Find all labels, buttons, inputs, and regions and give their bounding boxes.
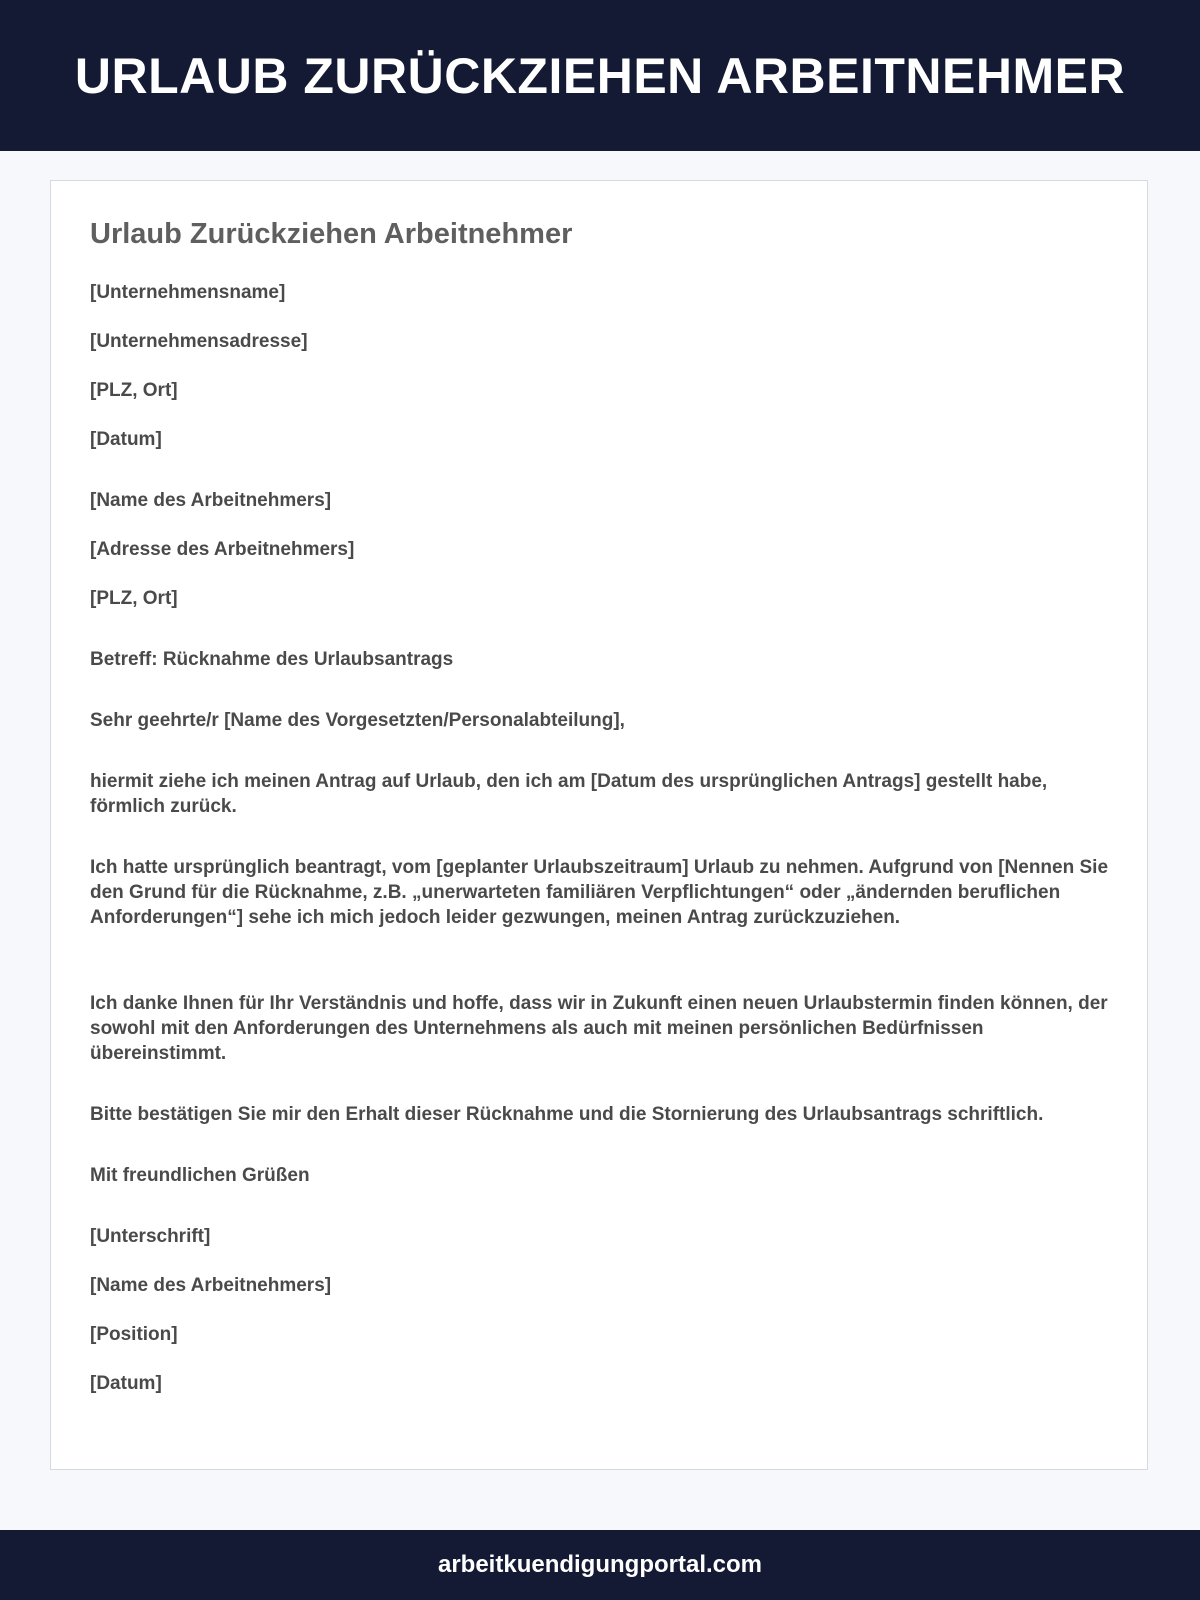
employee-name: [Name des Arbeitnehmers] [90,490,332,511]
employee-address: [Adresse des Arbeitnehmers] [90,539,355,560]
company-city: [PLZ, Ort] [90,380,178,401]
header-banner [0,0,1200,151]
subject-line: Betreff: Rücknahme des Urlaubsantrags [90,649,454,670]
header-title: URLAUB ZURÜCKZIEHEN ARBEITNEHMER [74,47,1126,104]
paragraph-confirmation: Bitte bestätigen Sie mir den Erhalt dieser Rücknahme und die Stornierung des Urlaubsantrags schriftlich. [90,1104,1044,1125]
paragraph-withdrawal: hiermit ziehe ich meinen Antrag auf Urlaub, den ich am [Datum des ursprünglichen Antrags] gestellt habe, förmlich zurück. [90,771,1048,817]
company-name: [Unternehmensname] [90,282,286,303]
signer-name: [Name des Arbeitnehmers] [90,1275,332,1296]
salutation: Sehr geehrte/r [Name des Vorgesetzten/Personalabteilung], [90,710,625,731]
paragraph-reason: Ich hatte ursprünglich beantragt, vom [geplanter Urlaubszeitraum] Urlaub zu nehmen. Aufgrund von [Nennen Sie den Grund für die Rücknahme, z.B. „unerwarteten familiären Verpflichtungen“ oder „ändernden beruflichen Anforderungen“] sehe ich mich jedoch leider gezwungen, meinen Antrag zurückzuziehen. [90,857,1109,928]
letter-date: [Datum] [90,429,162,450]
footer-banner [0,1530,1200,1600]
signer-date: [Datum] [90,1373,162,1394]
footer-site: arbeitkuendigungportal.com [437,1551,763,1578]
company-address: [Unternehmensadresse] [90,331,308,352]
signature: [Unterschrift] [90,1226,211,1247]
signer-position: [Position] [90,1324,178,1345]
employee-city: [PLZ, Ort] [90,588,178,609]
paragraph-thanks: Ich danke Ihnen für Ihr Verständnis und hoffe, dass wir in Zukunft einen neuen Urlaubstermin finden können, der sowohl mit den Anforderungen des Unternehmens als auch mit meinen persönlichen Bedürfnissen übereinstimmt. [90,993,1108,1064]
document-title: Urlaub Zurückziehen Arbeitnehmer [90,218,573,250]
closing: Mit freundlichen Grüßen [90,1165,310,1186]
